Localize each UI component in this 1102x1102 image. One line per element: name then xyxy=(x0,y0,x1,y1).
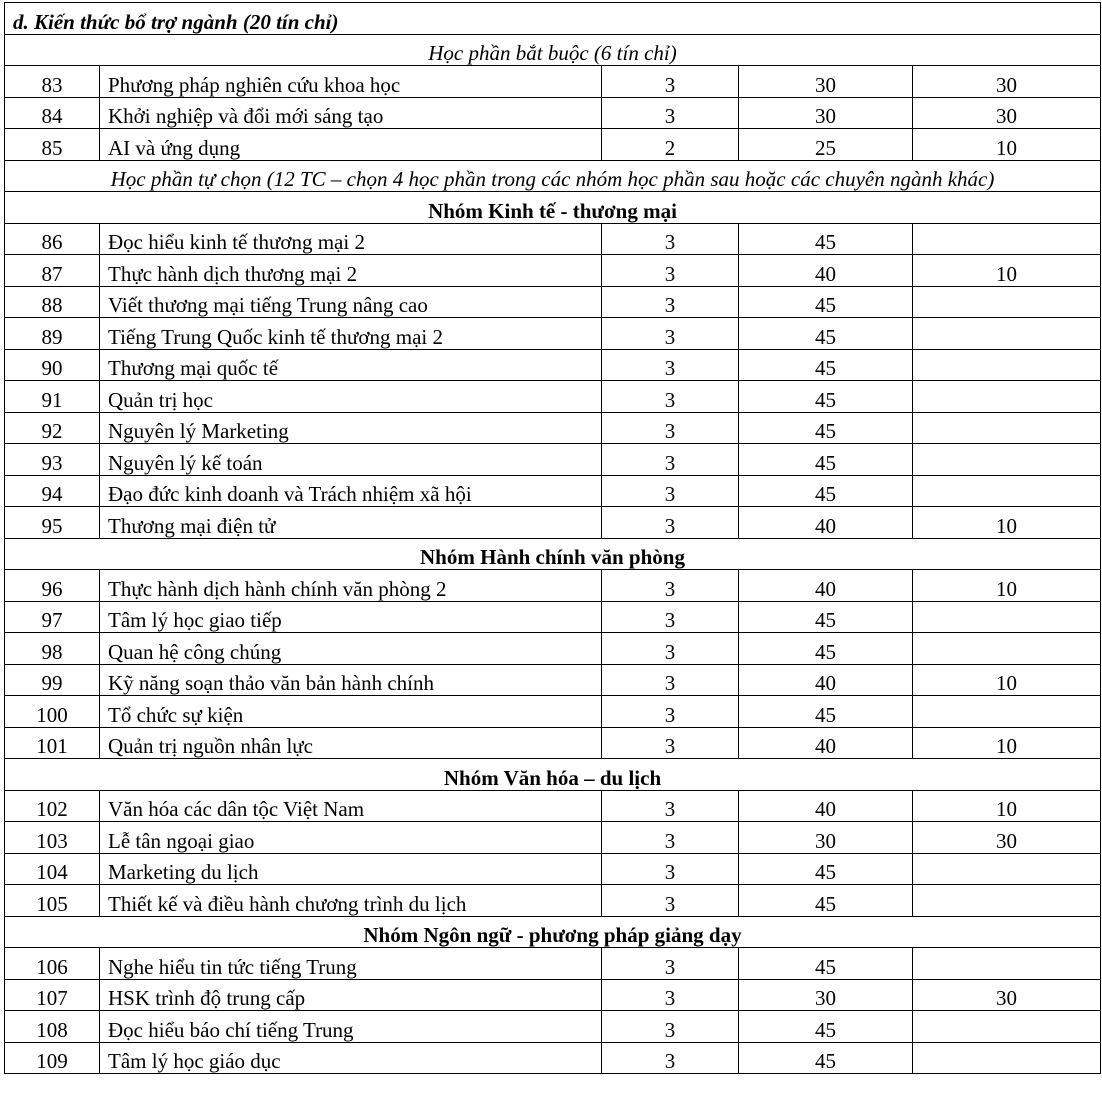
course-number: 108 xyxy=(5,1011,100,1043)
course-name: Nghe hiểu tin tức tiếng Trung xyxy=(100,948,602,980)
table-row xyxy=(5,979,1101,1011)
course-credits: 3 xyxy=(602,97,739,129)
course-number: 96 xyxy=(5,570,100,602)
course-name: Tổ chức sự kiện xyxy=(100,696,602,728)
course-practice-hours: 30 xyxy=(913,979,1101,1011)
course-name: Văn hóa các dân tộc Việt Nam xyxy=(100,790,602,822)
course-theory-hours: 45 xyxy=(739,349,913,381)
course-practice-hours xyxy=(913,1042,1101,1074)
course-credits: 3 xyxy=(602,255,739,287)
group-header-row xyxy=(5,192,1101,224)
course-theory-hours: 30 xyxy=(739,97,913,129)
table-row xyxy=(5,381,1101,413)
course-theory-hours: 45 xyxy=(739,1011,913,1043)
course-number: 101 xyxy=(5,727,100,759)
section-title: d. Kiến thức bổ trợ ngành (20 tín chỉ) xyxy=(5,3,1101,35)
table-row xyxy=(5,412,1101,444)
course-theory-hours: 45 xyxy=(739,223,913,255)
course-credits: 3 xyxy=(602,66,739,98)
course-practice-hours xyxy=(913,444,1101,476)
course-number: 83 xyxy=(5,66,100,98)
table-row xyxy=(5,223,1101,255)
elective-title: Học phần tự chọn (12 TC – chọn 4 học phần trong các nhóm học phần sau hoặc các chuyên ngành khác) xyxy=(5,160,1101,192)
course-theory-hours: 45 xyxy=(739,885,913,917)
course-practice-hours xyxy=(913,286,1101,318)
required-header-row xyxy=(5,34,1101,66)
course-theory-hours: 45 xyxy=(739,381,913,413)
group-header-row xyxy=(5,759,1101,791)
course-credits: 3 xyxy=(602,727,739,759)
elective-header-row xyxy=(5,160,1101,192)
course-practice-hours xyxy=(913,349,1101,381)
table-row xyxy=(5,349,1101,381)
course-practice-hours: 10 xyxy=(913,790,1101,822)
course-practice-hours: 10 xyxy=(913,507,1101,539)
course-practice-hours xyxy=(913,885,1101,917)
course-credits: 3 xyxy=(602,1011,739,1043)
course-theory-hours: 45 xyxy=(739,633,913,665)
course-credits: 3 xyxy=(602,633,739,665)
course-theory-hours: 40 xyxy=(739,255,913,287)
table-row xyxy=(5,97,1101,129)
course-practice-hours xyxy=(913,223,1101,255)
course-credits: 3 xyxy=(602,696,739,728)
course-theory-hours: 40 xyxy=(739,664,913,696)
course-name: Thực hành dịch hành chính văn phòng 2 xyxy=(100,570,602,602)
course-number: 89 xyxy=(5,318,100,350)
section-header-row xyxy=(5,3,1101,35)
table-row xyxy=(5,885,1101,917)
course-name: Tâm lý học giao tiếp xyxy=(100,601,602,633)
course-practice-hours xyxy=(913,601,1101,633)
course-number: 97 xyxy=(5,601,100,633)
course-name: Nguyên lý kế toán xyxy=(100,444,602,476)
table-row xyxy=(5,507,1101,539)
course-practice-hours xyxy=(913,948,1101,980)
course-theory-hours: 45 xyxy=(739,1042,913,1074)
course-credits: 3 xyxy=(602,948,739,980)
course-credits: 3 xyxy=(602,570,739,602)
course-practice-hours xyxy=(913,633,1101,665)
course-theory-hours: 45 xyxy=(739,318,913,350)
table-row xyxy=(5,255,1101,287)
course-name: AI và ứng dụng xyxy=(100,129,602,161)
course-name: Thương mại quốc tế xyxy=(100,349,602,381)
course-number: 107 xyxy=(5,979,100,1011)
course-credits: 3 xyxy=(602,790,739,822)
course-theory-hours: 25 xyxy=(739,129,913,161)
course-theory-hours: 40 xyxy=(739,727,913,759)
course-theory-hours: 45 xyxy=(739,948,913,980)
course-number: 94 xyxy=(5,475,100,507)
table-row xyxy=(5,790,1101,822)
course-practice-hours xyxy=(913,412,1101,444)
course-practice-hours: 10 xyxy=(913,255,1101,287)
course-number: 88 xyxy=(5,286,100,318)
course-theory-hours: 40 xyxy=(739,790,913,822)
course-credits: 3 xyxy=(602,412,739,444)
course-credits: 3 xyxy=(602,885,739,917)
table-row xyxy=(5,66,1101,98)
course-theory-hours: 45 xyxy=(739,286,913,318)
course-name: Khởi nghiệp và đổi mới sáng tạo xyxy=(100,97,602,129)
course-theory-hours: 40 xyxy=(739,570,913,602)
course-credits: 3 xyxy=(602,381,739,413)
course-name: Phương pháp nghiên cứu khoa học xyxy=(100,66,602,98)
course-number: 98 xyxy=(5,633,100,665)
course-name: Quản trị học xyxy=(100,381,602,413)
table-row xyxy=(5,948,1101,980)
course-practice-hours: 30 xyxy=(913,66,1101,98)
curriculum-table xyxy=(4,2,1101,1074)
course-number: 102 xyxy=(5,790,100,822)
course-number: 84 xyxy=(5,97,100,129)
course-credits: 3 xyxy=(602,223,739,255)
course-name: Thương mại điện tử xyxy=(100,507,602,539)
course-name: Tâm lý học giáo dục xyxy=(100,1042,602,1074)
course-credits: 3 xyxy=(602,444,739,476)
course-number: 90 xyxy=(5,349,100,381)
course-name: Tiếng Trung Quốc kinh tế thương mại 2 xyxy=(100,318,602,350)
table-row xyxy=(5,1042,1101,1074)
course-name: Quản trị nguồn nhân lực xyxy=(100,727,602,759)
course-name: Quan hệ công chúng xyxy=(100,633,602,665)
course-practice-hours: 30 xyxy=(913,97,1101,129)
course-practice-hours: 10 xyxy=(913,727,1101,759)
course-name: Đọc hiểu báo chí tiếng Trung xyxy=(100,1011,602,1043)
table-row xyxy=(5,286,1101,318)
course-number: 87 xyxy=(5,255,100,287)
table-row xyxy=(5,727,1101,759)
table-row xyxy=(5,444,1101,476)
course-theory-hours: 30 xyxy=(739,66,913,98)
group-title: Nhóm Kinh tế - thương mại xyxy=(5,192,1101,224)
course-credits: 3 xyxy=(602,475,739,507)
table-row xyxy=(5,664,1101,696)
course-practice-hours: 10 xyxy=(913,129,1101,161)
course-name: Đọc hiểu kinh tế thương mại 2 xyxy=(100,223,602,255)
group-title: Nhóm Ngôn ngữ - phương pháp giảng dạy xyxy=(5,916,1101,948)
course-credits: 3 xyxy=(602,1042,739,1074)
course-practice-hours xyxy=(913,381,1101,413)
course-number: 109 xyxy=(5,1042,100,1074)
course-number: 92 xyxy=(5,412,100,444)
course-number: 99 xyxy=(5,664,100,696)
table-row xyxy=(5,633,1101,665)
course-theory-hours: 45 xyxy=(739,475,913,507)
course-name: Marketing du lịch xyxy=(100,853,602,885)
course-credits: 3 xyxy=(602,286,739,318)
course-number: 100 xyxy=(5,696,100,728)
required-title: Học phần bắt buộc (6 tín chỉ) xyxy=(5,34,1101,66)
course-number: 103 xyxy=(5,822,100,854)
course-theory-hours: 30 xyxy=(739,822,913,854)
course-theory-hours: 30 xyxy=(739,979,913,1011)
course-number: 93 xyxy=(5,444,100,476)
table-row xyxy=(5,570,1101,602)
course-practice-hours: 10 xyxy=(913,664,1101,696)
course-number: 104 xyxy=(5,853,100,885)
table-row xyxy=(5,822,1101,854)
table-row xyxy=(5,129,1101,161)
group-header-row xyxy=(5,916,1101,948)
course-number: 86 xyxy=(5,223,100,255)
course-number: 95 xyxy=(5,507,100,539)
course-theory-hours: 45 xyxy=(739,601,913,633)
course-theory-hours: 40 xyxy=(739,507,913,539)
course-practice-hours: 10 xyxy=(913,570,1101,602)
group-title: Nhóm Văn hóa – du lịch xyxy=(5,759,1101,791)
course-name: Thiết kế và điều hành chương trình du lịch xyxy=(100,885,602,917)
course-name: Lễ tân ngoại giao xyxy=(100,822,602,854)
course-credits: 3 xyxy=(602,822,739,854)
course-theory-hours: 45 xyxy=(739,444,913,476)
course-theory-hours: 45 xyxy=(739,853,913,885)
course-credits: 3 xyxy=(602,664,739,696)
table-row xyxy=(5,696,1101,728)
group-title: Nhóm Hành chính văn phòng xyxy=(5,538,1101,570)
course-name: Viết thương mại tiếng Trung nâng cao xyxy=(100,286,602,318)
course-practice-hours xyxy=(913,696,1101,728)
course-number: 85 xyxy=(5,129,100,161)
table-row xyxy=(5,1011,1101,1043)
course-number: 91 xyxy=(5,381,100,413)
course-credits: 3 xyxy=(602,349,739,381)
course-credits: 3 xyxy=(602,601,739,633)
group-header-row xyxy=(5,538,1101,570)
course-number: 106 xyxy=(5,948,100,980)
curriculum-table-body xyxy=(5,3,1101,1074)
course-theory-hours: 45 xyxy=(739,412,913,444)
course-practice-hours xyxy=(913,318,1101,350)
course-credits: 2 xyxy=(602,129,739,161)
course-practice-hours: 30 xyxy=(913,822,1101,854)
course-credits: 3 xyxy=(602,853,739,885)
course-credits: 3 xyxy=(602,979,739,1011)
course-credits: 3 xyxy=(602,318,739,350)
course-name: Thực hành dịch thương mại 2 xyxy=(100,255,602,287)
course-credits: 3 xyxy=(602,507,739,539)
course-name: Kỹ năng soạn thảo văn bản hành chính xyxy=(100,664,602,696)
course-practice-hours xyxy=(913,853,1101,885)
table-row xyxy=(5,853,1101,885)
table-row xyxy=(5,601,1101,633)
course-practice-hours xyxy=(913,1011,1101,1043)
table-row xyxy=(5,318,1101,350)
course-number: 105 xyxy=(5,885,100,917)
course-theory-hours: 45 xyxy=(739,696,913,728)
course-name: HSK trình độ trung cấp xyxy=(100,979,602,1011)
course-name: Đạo đức kinh doanh và Trách nhiệm xã hội xyxy=(100,475,602,507)
table-row xyxy=(5,475,1101,507)
course-name: Nguyên lý Marketing xyxy=(100,412,602,444)
course-practice-hours xyxy=(913,475,1101,507)
